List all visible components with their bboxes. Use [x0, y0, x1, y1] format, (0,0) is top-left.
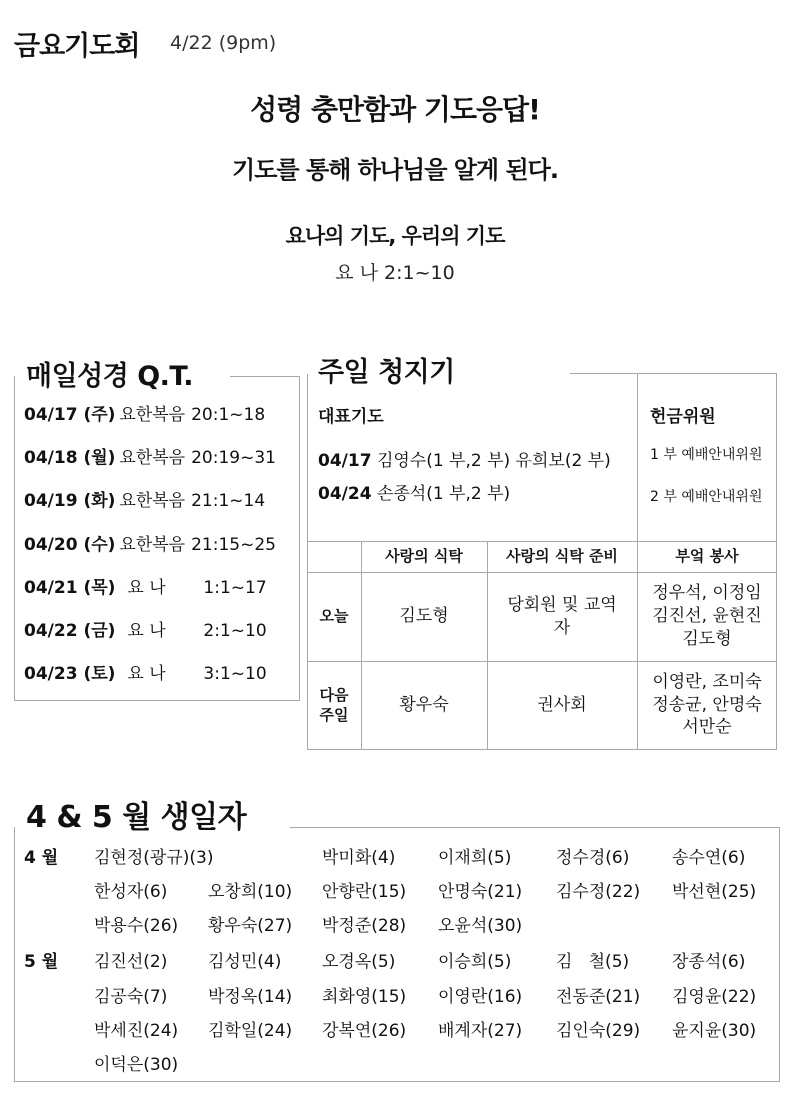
qt-book: 요한복음	[119, 535, 186, 555]
prayer-row	[318, 446, 611, 471]
prayer-names: 김영수(1 부,2 부) 유희보(2 부)	[376, 451, 611, 471]
april-label: 4 월	[24, 848, 59, 868]
birthday-title: 4 & 5 월 생일자	[24, 792, 260, 836]
birthday-name: 박세진(24)	[94, 1021, 179, 1041]
birthday-name: 장종석(6)	[672, 952, 746, 972]
prayer-names: 손종석(1 부,2 부)	[376, 484, 511, 504]
table-header: 사랑의 식탁 준비	[506, 547, 618, 566]
qt-date: 04/22 (금)	[24, 621, 116, 641]
birthday-name: 박정준(28)	[322, 916, 407, 936]
kitchen-line: 정우석, 이정임	[652, 583, 762, 604]
kitchen-cell	[637, 661, 777, 749]
birthday-name: 배계자(27)	[438, 1021, 523, 1041]
kitchen-line: 서만순	[682, 717, 732, 738]
sunday-divider	[570, 373, 777, 374]
birthday-name: 이영란(16)	[438, 987, 523, 1007]
qt-date: 04/19 (화)	[24, 491, 116, 511]
qt-book: 요한복음	[119, 491, 186, 511]
qt-reference: 2:1~10	[203, 621, 267, 641]
birthday-name: 김수정(22)	[556, 882, 641, 902]
qt-book: 요 나	[127, 621, 166, 641]
kitchen-cell	[637, 572, 777, 661]
kitchen-line: 이영란, 조미숙	[652, 671, 762, 692]
qt-item	[24, 573, 267, 598]
birthday-name: 이승희(5)	[438, 952, 512, 972]
birthday-name: 오경옥(5)	[322, 952, 396, 972]
qt-reference: 20:19~31	[191, 448, 276, 468]
qt-book: 요한복음	[119, 405, 186, 425]
birthday-name: 박용수(26)	[94, 916, 179, 936]
prayer-row	[318, 479, 510, 504]
birthday-name: 김공숙(7)	[94, 987, 168, 1007]
birthday-name: 김영윤(22)	[672, 987, 757, 1007]
row-label: 오늘	[319, 607, 349, 626]
qt-date: 04/21 (목)	[24, 578, 116, 598]
kitchen-line: 정송균, 안명숙	[652, 694, 762, 715]
qt-item	[24, 659, 267, 684]
birthday-name: 안향란(15)	[322, 882, 407, 902]
kitchen-line: 김진선, 윤현진	[652, 606, 762, 627]
qt-book: 요 나	[127, 578, 166, 598]
prayer-date: 04/17	[318, 451, 372, 471]
meal-cell: 김도형	[399, 606, 449, 627]
qt-reference: 21:15~25	[191, 535, 276, 555]
sermon-title: 요나의 기도, 우리의 기도	[285, 224, 505, 248]
prayer-header: 대표기도	[318, 407, 384, 427]
sermon-theme-line-1: 성령 충만함과 기도응답!	[250, 93, 540, 126]
birthday-name: 전동준(21)	[556, 987, 641, 1007]
may-label: 5 월	[24, 952, 59, 972]
page-title: 금요기도회	[14, 31, 140, 62]
meeting-date: 4/22 (9pm)	[170, 32, 277, 54]
birthday-name: 김진선(2)	[94, 952, 168, 972]
birthday-name: 김인숙(29)	[556, 1021, 641, 1041]
sermon-reference: 요 나 2:1~10	[335, 262, 455, 284]
prayer-date: 04/24	[318, 484, 372, 504]
offering-item: 1 부 예배안내위원	[650, 447, 763, 463]
birthday-name: 최화영(15)	[322, 987, 407, 1007]
qt-item	[24, 486, 265, 511]
qt-divider	[230, 376, 300, 377]
qt-reference: 3:1~10	[203, 664, 267, 684]
sunday-title: 주일 청지기	[312, 350, 467, 389]
birthday-name: 정수경(6)	[556, 848, 630, 868]
qt-item	[24, 530, 276, 555]
qt-date: 04/17 (주)	[24, 405, 116, 425]
qt-date: 04/20 (수)	[24, 535, 116, 555]
birthday-name: 오창희(10)	[208, 882, 293, 902]
birthday-name: 김성민(4)	[208, 952, 282, 972]
birthday-name: 안명숙(21)	[438, 882, 523, 902]
birthday-name: 송수연(6)	[672, 848, 746, 868]
row-label: 다음 주일	[319, 685, 349, 724]
table-header: 사랑의 식탁	[385, 547, 463, 566]
birthday-name: 오윤석(30)	[438, 916, 523, 936]
qt-title: 매일성경 Q.T.	[22, 354, 207, 393]
qt-date: 04/23 (토)	[24, 664, 116, 684]
birthday-name: 박미화(4)	[322, 848, 396, 868]
table-header: 부엌 봉사	[675, 547, 739, 566]
qt-book: 요 나	[127, 664, 166, 684]
meal-cell: 황우숙	[399, 694, 449, 715]
prep-cell: 권사회	[537, 694, 587, 715]
qt-item	[24, 616, 267, 641]
qt-reference: 20:1~18	[191, 405, 266, 425]
birthday-name: 박선현(25)	[672, 882, 757, 902]
birthday-name: 김 철(5)	[556, 952, 630, 972]
birthday-name: 강복연(26)	[322, 1021, 407, 1041]
qt-reference: 1:1~17	[203, 578, 267, 598]
birthday-name: 이덕은(30)	[94, 1055, 179, 1075]
qt-item	[24, 443, 276, 468]
kitchen-line: 김도형	[682, 628, 732, 649]
birthday-name: 황우숙(27)	[208, 916, 293, 936]
offering-header: 헌금위원	[650, 407, 716, 427]
qt-reference: 21:1~14	[191, 491, 266, 511]
birthday-divider	[290, 827, 780, 828]
sermon-theme-line-2: 기도를 통해 하나님을 알게 된다.	[232, 156, 558, 184]
birthday-name: 한성자(6)	[94, 882, 168, 902]
qt-book: 요한복음	[119, 448, 186, 468]
birthday-name: 박정옥(14)	[208, 987, 293, 1007]
birthday-name: 김현정(광규)(3)	[94, 848, 214, 868]
offering-item: 2 부 예배안내위원	[650, 489, 763, 505]
birthday-name: 김학일(24)	[208, 1021, 293, 1041]
qt-date: 04/18 (월)	[24, 448, 116, 468]
qt-item	[24, 400, 265, 425]
birthday-name: 윤지윤(30)	[672, 1021, 757, 1041]
prep-cell: 당회원 및 교역자	[507, 594, 617, 638]
birthday-name: 이재희(5)	[438, 848, 512, 868]
